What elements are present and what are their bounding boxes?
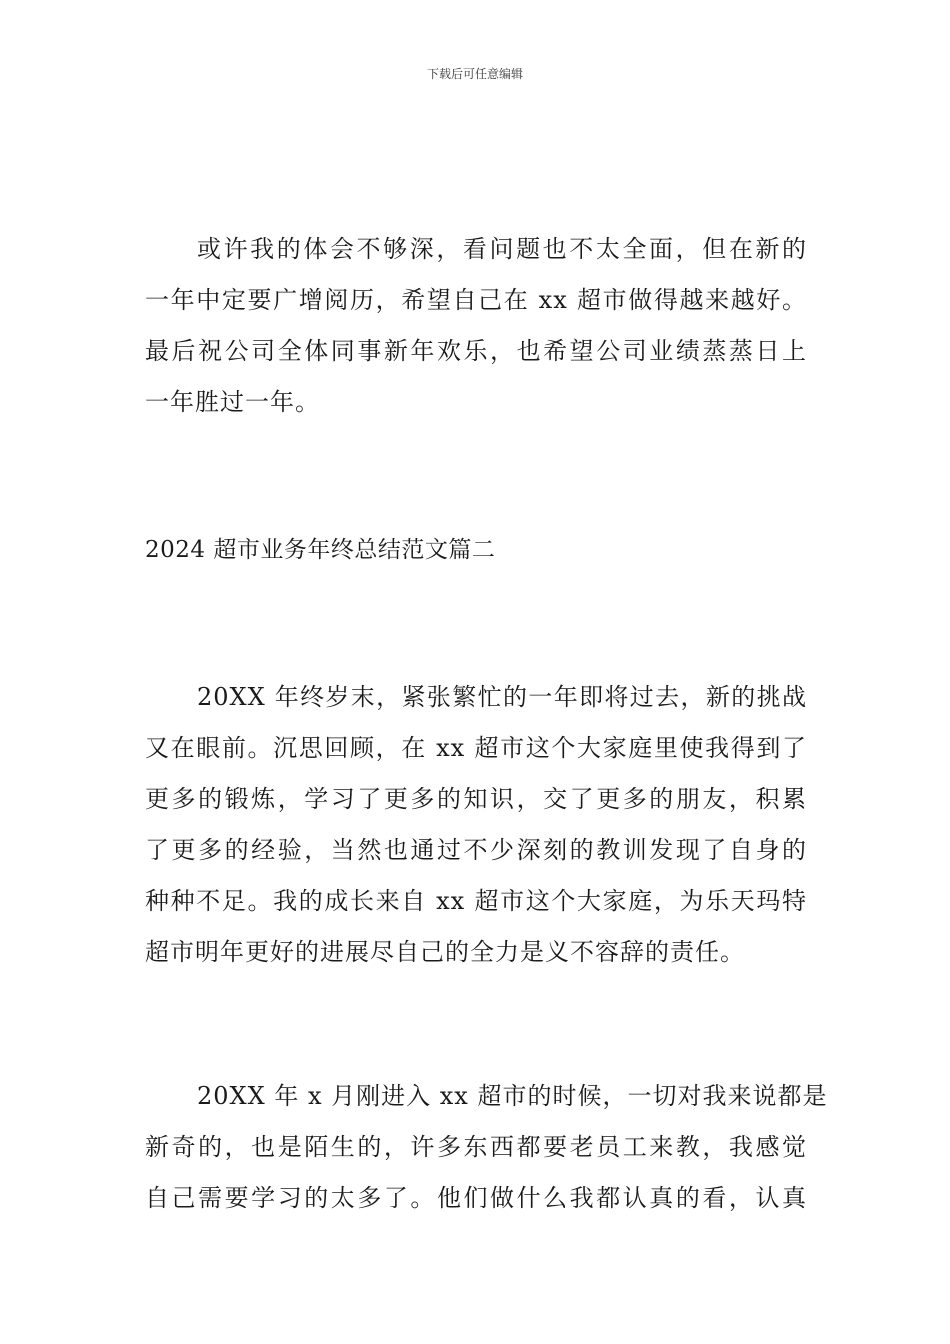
paragraph-line: 一年胜过一年。 [145, 388, 320, 416]
section-heading: 2024 超市业务年终总结范文篇二 [145, 537, 496, 563]
paragraph-line: 最后祝公司全体同事新年欢乐，也希望公司业绩蒸蒸日上 [145, 337, 807, 365]
paragraph-line: 又在眼前。沉思回顾，在 xx 超市这个大家庭里使我得到了 [145, 734, 807, 762]
paragraph-year-end [145, 672, 807, 978]
page-header-note: 下载后可任意编辑 [426, 67, 523, 81]
paragraph-line: 更多的锻炼，学习了更多的知识，交了更多的朋友，积累 [145, 785, 807, 813]
paragraph-line: 种种不足。我的成长来自 xx 超市这个大家庭，为乐天玛特 [145, 887, 807, 915]
paragraph-line: 了更多的经验，当然也通过不少深刻的教训发现了自身的 [145, 836, 807, 864]
paragraph-line: 一年中定要广增阅历，希望自己在 xx 超市做得越来越好。 [145, 286, 807, 314]
paragraph-line: 20XX 年 x 月刚进入 xx 超市的时候，一切对我来说都是 [197, 1082, 828, 1110]
paragraph-closing [145, 224, 807, 428]
paragraph-line: 20XX 年终岁末，紧张繁忙的一年即将过去，新的挑战 [197, 683, 807, 711]
paragraph-line: 或许我的体会不够深，看问题也不太全面，但在新的 [197, 235, 807, 263]
paragraph-line: 新奇的，也是陌生的，许多东西都要老员工来教，我感觉 [145, 1133, 807, 1161]
paragraph-line: 超市明年更好的进展尽自己的全力是义不容辞的责任。 [145, 938, 745, 966]
paragraph-first-month [145, 1071, 828, 1224]
paragraph-line: 自己需要学习的太多了。他们做什么我都认真的看，认真 [145, 1184, 807, 1212]
